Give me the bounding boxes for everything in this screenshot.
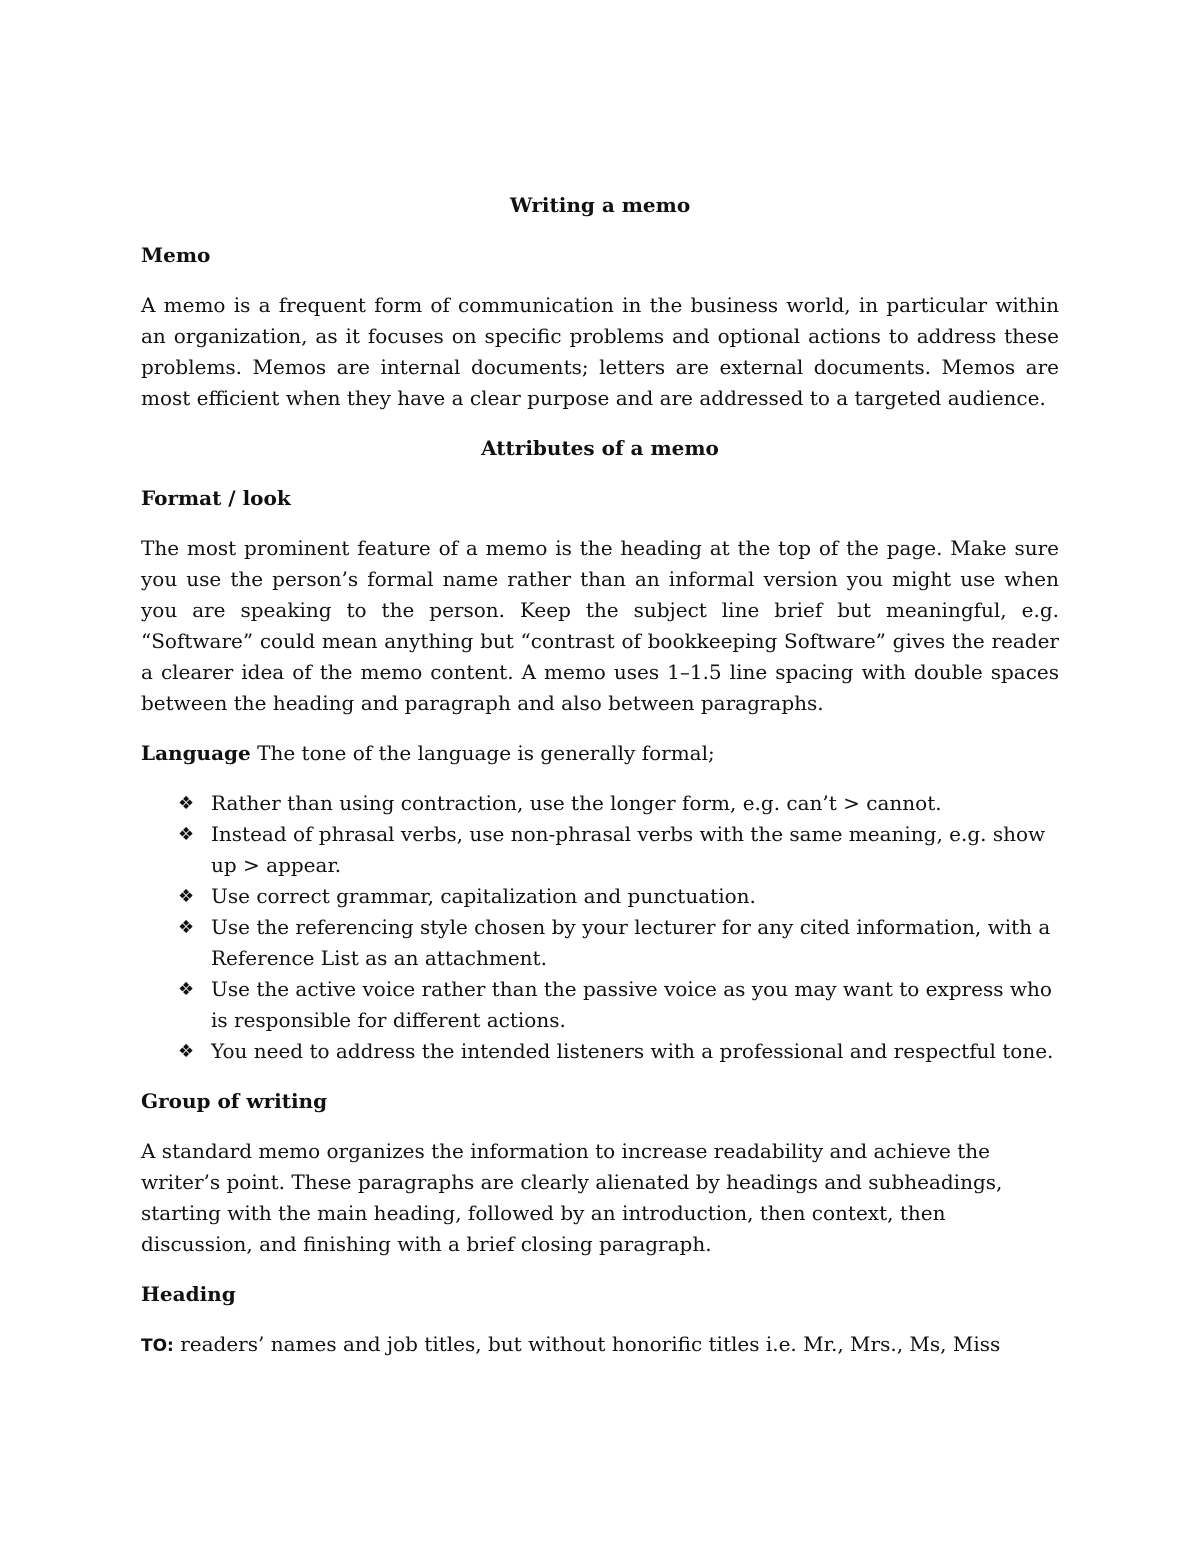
- list-item-text: Instead of phrasal verbs, use non-phrasal verbs with the same meaning, e.g. show up > appear.: [211, 822, 1046, 877]
- to-line: [141, 1329, 1059, 1362]
- to-text: readers’ names and job titles, but without honorific titles i.e. Mr., Mrs., Ms, Miss: [173, 1332, 1001, 1356]
- diamond-bullet-icon: ❖: [178, 1041, 195, 1062]
- section-heading-memo: Memo: [141, 243, 211, 267]
- list-item-text: Use the referencing style chosen by your lecturer for any cited information, with a Reference List as an attachment.: [211, 915, 1051, 970]
- list-item: [141, 912, 1059, 974]
- list-item: [141, 881, 1059, 912]
- group-paragraph: A standard memo organizes the information to increase readability and achieve the writer’s point. These paragraphs are clearly alienated by headings and subheadings, starting with the main heading, followed by an introduction, then context, then discussion, and finishing with a brief closing paragraph.: [141, 1139, 1003, 1256]
- to-label: TO:: [141, 1336, 174, 1356]
- section-heading-group: Group of writing: [141, 1089, 328, 1113]
- language-label: Language: [141, 741, 251, 765]
- list-item: [141, 1036, 1059, 1067]
- section-heading-format: Format / look: [141, 486, 291, 510]
- diamond-bullet-icon: ❖: [178, 824, 195, 845]
- attributes-heading: Attributes of a memo: [481, 436, 719, 460]
- memo-paragraph: A memo is a frequent form of communication in the business world, in particular within an organization, as it focuses on specific problems and optional actions to address these problems. Memos are internal documents; letters are external documents. Memos are most efficient when they have a clear purpose and are addressed to a targeted audience.: [141, 293, 1059, 410]
- language-bullet-list: [141, 788, 1059, 1067]
- list-item-text: Rather than using contraction, use the longer form, e.g. can’t > cannot.: [211, 791, 942, 815]
- diamond-bullet-icon: ❖: [178, 917, 195, 938]
- list-item-text: You need to address the intended listeners with a professional and respectful tone.: [211, 1039, 1054, 1063]
- diamond-bullet-icon: ❖: [178, 793, 195, 814]
- document-title: Writing a memo: [509, 193, 691, 217]
- document-page: [141, 190, 1059, 1381]
- diamond-bullet-icon: ❖: [178, 979, 195, 1000]
- list-item-text: Use the active voice rather than the passive voice as you may want to express who is responsible for different actions.: [211, 977, 1052, 1032]
- language-paragraph: [141, 738, 1059, 769]
- list-item-text: Use correct grammar, capitalization and punctuation.: [211, 884, 756, 908]
- format-paragraph: The most prominent feature of a memo is the heading at the top of the page. Make sure you use the person’s formal name rather than an informal version you might use when you are speaking to the person. Keep the subject line brief but meaningful, e.g. “Software” could mean anything but “contrast of bookkeeping Software” gives the reader a clearer idea of the memo content. A memo uses 1–1.5 line spacing with double spaces between the heading and paragraph and also between paragraphs.: [141, 536, 1059, 715]
- diamond-bullet-icon: ❖: [178, 886, 195, 907]
- language-intro: The tone of the language is generally formal;: [250, 741, 715, 765]
- list-item: [141, 788, 1059, 819]
- list-item: [141, 819, 1059, 881]
- list-item: [141, 974, 1059, 1036]
- section-heading-heading: Heading: [141, 1282, 236, 1306]
